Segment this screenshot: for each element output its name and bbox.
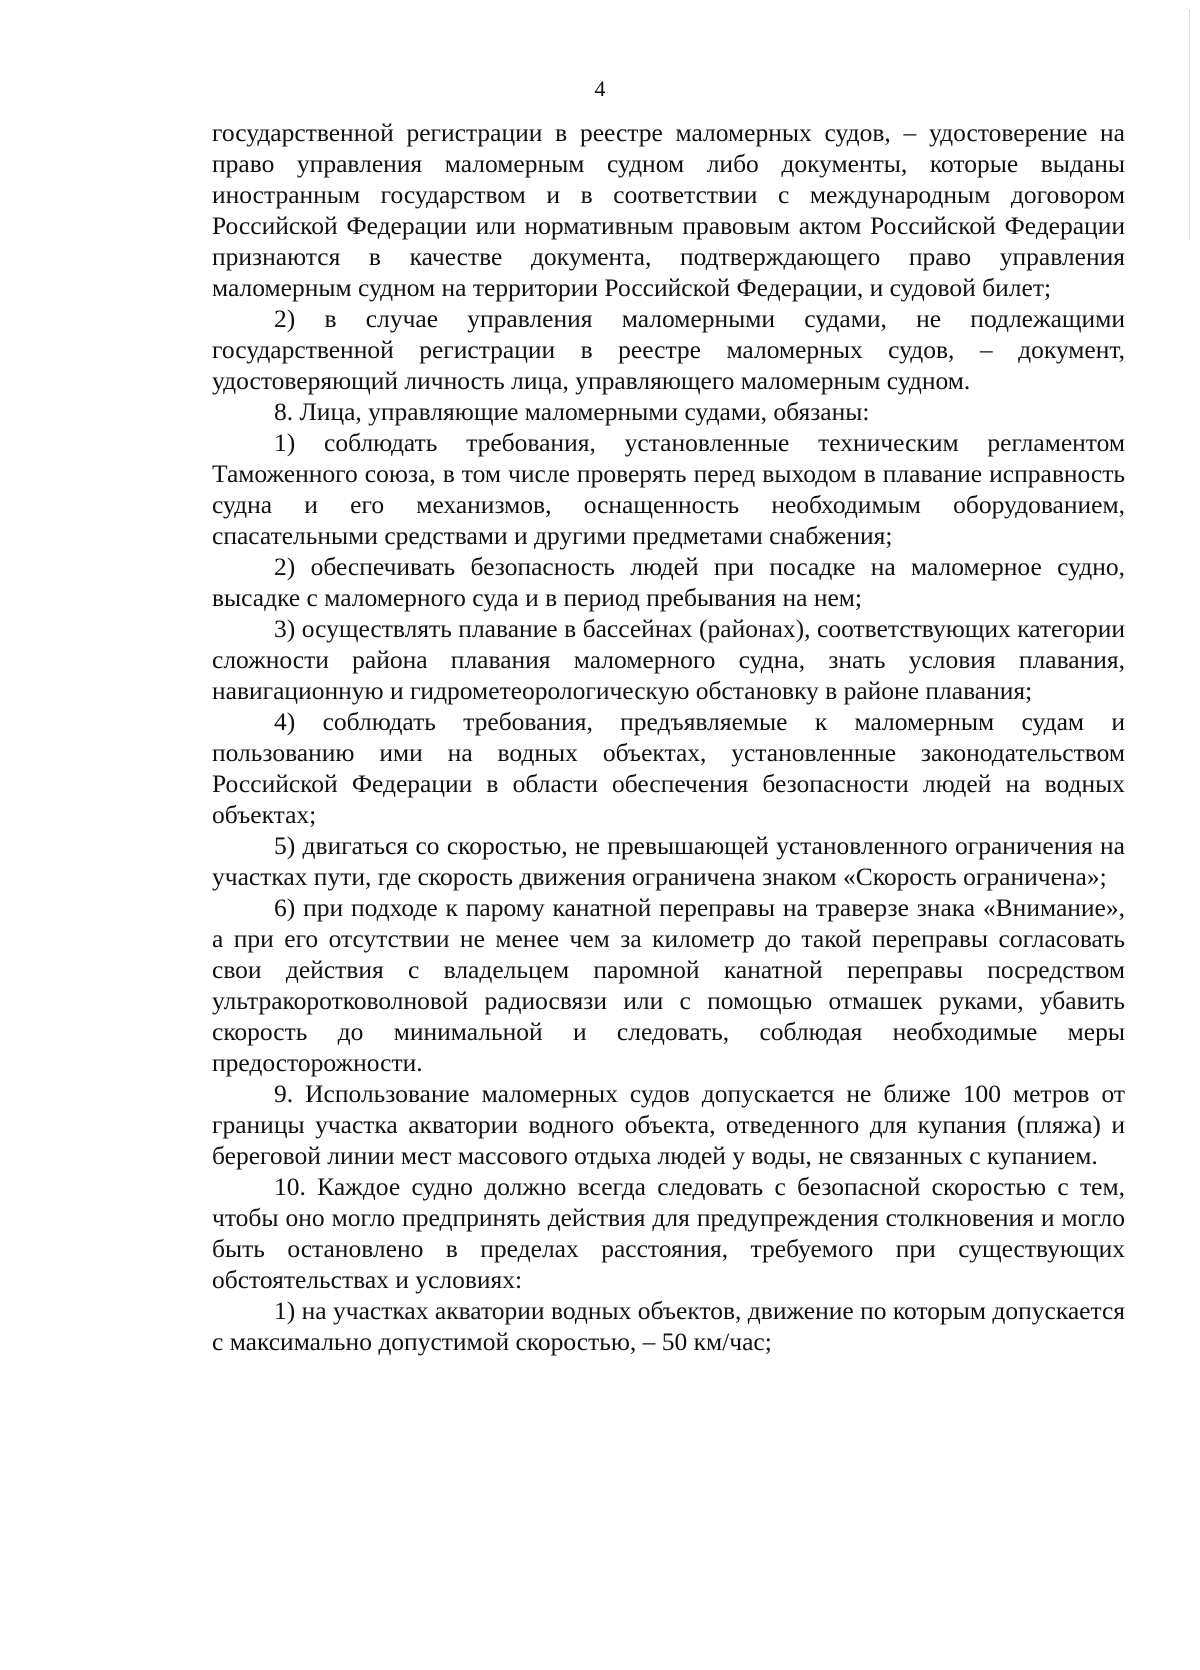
paragraph-continuation: государственной регистрации в реестре маломерных судов, – удостоверение на право управления маломерным судном либо документы, которые выданы иностранным государством и в соответствии с международным договором Российской Федерации или нормативным правовым актом Российской Федерации признаются в качестве документа, подтверждающего право управления маломерным судном на территории Российской Федерации, и судовой билет; bbox=[212, 118, 1125, 302]
paragraph-section-8: 8. Лица, управляющие маломерными судами, обязаны: bbox=[274, 397, 870, 426]
paragraph-10-item-1: 1) на участках акватории водных объектов, движение по которым допускается с максимально допустимой скоростью, – 50 км/час; bbox=[212, 1296, 1125, 1356]
scan-edge-marks bbox=[1189, 10, 1194, 240]
page-number: 4 bbox=[594, 76, 606, 101]
paragraph-8-item-3: 3) осуществлять плавание в бассейнах (районах), соответствующих категории сложности района плавания маломерного судна, знать условия плавания, навигационную и гидрометеорологическую обстановку в районе плавания; bbox=[212, 614, 1125, 705]
paragraph-8-item-5: 5) двигаться со скоростью, не превышающей установленного ограничения на участках пути, где скорость движения ограничена знаком «Скорость ограничена»; bbox=[212, 831, 1125, 891]
paragraph-8-item-2: 2) обеспечивать безопасность людей при посадке на маломерное судно, высадке с маломерного суда и в период пребывания на нем; bbox=[212, 552, 1125, 612]
paragraph-8-item-6: 6) при подходе к парому канатной переправы на траверзе знака «Внимание», а при его отсутствии не менее чем за километр до такой переправы согласовать свои действия с владельцем паромной канатной переправы посредством ультракоротковолновой радиосвязи или с помощью отмашек руками, убавить скорость до минимальной и следовать, соблюдая необходимые меры предосторожности. bbox=[212, 893, 1125, 1077]
paragraph-item-2: 2) в случае управления маломерными судами, не подлежащими государственной регистрации в реестре маломерных судов, – документ, удостоверяющий личность лица, управляющего маломерным судном. bbox=[212, 304, 1125, 395]
document-body bbox=[212, 117, 1125, 1357]
paragraph-section-9: 9. Использование маломерных судов допускается не ближе 100 метров от границы участка акватории водного объекта, отведенного для купания (пляжа) и береговой линии мест массового отдыха людей у воды, не связанных с купанием. bbox=[212, 1079, 1125, 1170]
paragraph-8-item-1: 1) соблюдать требования, установленные техническим регламентом Таможенного союза, в том числе проверять перед выходом в плавание исправность судна и его механизмов, оснащенность необходимым оборудованием, спасательными средствами и другими предметами снабжения; bbox=[212, 428, 1125, 550]
paragraph-section-10: 10. Каждое судно должно всегда следовать с безопасной скоростью с тем, чтобы оно могло предпринять действия для предупреждения столкновения и могло быть остановлено в пределах расстояния, требуемого при существующих обстоятельствах и условиях: bbox=[212, 1172, 1125, 1294]
paragraph-8-item-4: 4) соблюдать требования, предъявляемые к маломерным судам и пользованию ими на водных объектах, установленные законодательством Российской Федерации в области обеспечения безопасности людей на водных объектах; bbox=[212, 707, 1125, 829]
